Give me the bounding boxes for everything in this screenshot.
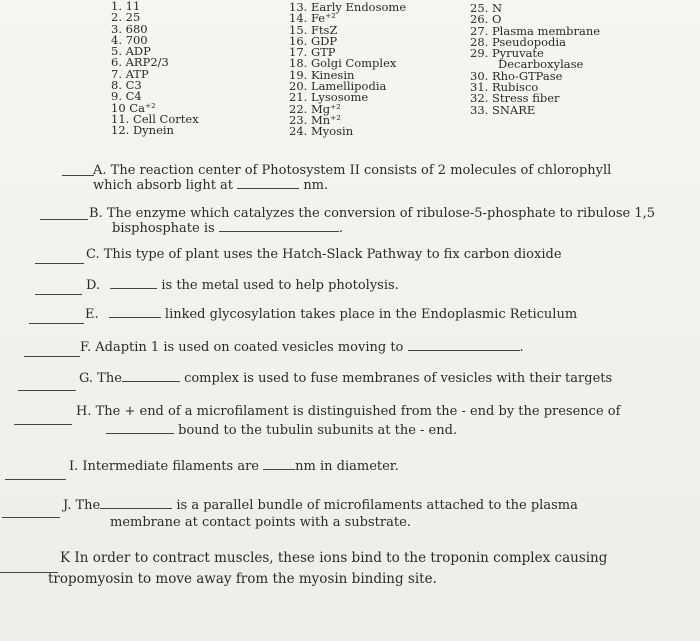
answer-line-d[interactable]: [35, 293, 82, 295]
word-bank-item: 10 Ca⁺²: [111, 100, 156, 115]
blank-d[interactable]: [110, 287, 157, 289]
answer-line-b[interactable]: [40, 218, 88, 220]
word-bank-item: 25. N: [470, 1, 503, 15]
answer-line-f[interactable]: [24, 355, 80, 357]
word-bank-column-1: [111, 1, 199, 137]
word-bank-item: 7. ATP: [111, 66, 149, 81]
word-bank-item: 5. ADP: [111, 44, 151, 59]
answer-line-e[interactable]: [29, 322, 84, 324]
word-bank-item: 30. Rho-GTPase: [470, 68, 563, 83]
question-g: G. The complex is used to fuse membranes of vesicles with their targets: [79, 371, 613, 386]
question-k-line-2: tropomyosin to move away from the myosin binding site.: [48, 571, 437, 587]
word-bank-item: 22. Mg⁺²: [289, 101, 341, 116]
answer-line-g[interactable]: [18, 389, 76, 391]
question-b-line-2: bisphosphate is .: [112, 221, 343, 236]
blank-b[interactable]: [219, 230, 339, 232]
question-b-line-1: B. The enzyme which catalyzes the conversion of ribulose-5-phosphate to ribulose 1,5: [89, 206, 656, 221]
blank-j[interactable]: [100, 507, 172, 509]
word-bank-item: 20. Lamellipodia: [289, 79, 387, 94]
word-bank-item: 8. C3: [111, 78, 142, 93]
word-bank-item: 18. Golgi Complex: [289, 56, 397, 71]
question-j-line-2: membrane at contact points with a substrate.: [110, 515, 411, 530]
question-e: E. linked glycosylation takes place in the Endoplasmic Reticulum: [85, 307, 578, 322]
word-bank-item: 29. Pyruvate: [470, 46, 544, 61]
question-k-line-1: K In order to contract muscles, these ions bind to the troponin complex causing: [60, 550, 608, 566]
word-bank-item: Decarboxylase: [498, 57, 584, 72]
word-bank-item: 26. O: [470, 12, 502, 27]
word-bank-item: 23. Mn⁺²: [289, 112, 341, 127]
word-bank-item: 9. C4: [111, 89, 142, 104]
word-bank-item: 4. 700: [111, 32, 148, 47]
answer-line-j[interactable]: [2, 516, 60, 518]
answer-line-a[interactable]: [62, 174, 94, 176]
word-bank-item: 19. Kinesin: [289, 67, 355, 82]
question-j-line-1: J. The is a parallel bundle of microfilaments attached to the plasma: [63, 498, 578, 513]
answer-line-h[interactable]: [14, 423, 72, 425]
blank-e[interactable]: [109, 316, 161, 318]
word-bank-item: 13. Early Endosome: [289, 0, 407, 14]
word-bank-item: 17. GTP: [289, 45, 336, 60]
word-bank-item: 33. SNARE: [470, 102, 536, 117]
blank-a[interactable]: [237, 187, 299, 189]
question-f: F. Adaptin 1 is used on coated vesicles moving to .: [80, 340, 524, 355]
word-bank-item: 16. GDP: [289, 33, 338, 48]
word-bank-item: 24. Myosin: [289, 124, 354, 139]
word-bank-item: 3. 680: [111, 21, 148, 36]
word-bank-item: 12. Dynein: [111, 123, 174, 138]
word-bank-item: 14. Fe⁺²: [289, 11, 336, 26]
answer-line-c[interactable]: [35, 262, 84, 264]
word-bank-item: 1. 11: [111, 0, 141, 13]
answer-line-i[interactable]: [5, 478, 66, 480]
word-bank-item: 2. 25: [111, 10, 141, 25]
word-bank-item: 11. Cell Cortex: [111, 111, 199, 126]
word-bank-item: 31. Rubisco: [470, 80, 539, 95]
blank-g[interactable]: [122, 380, 180, 382]
word-bank-item: 6. ARP2/3: [111, 55, 169, 70]
blank-h[interactable]: [106, 432, 174, 434]
word-bank-column-3: [470, 3, 600, 116]
question-a-line-2: which absorb light at nm.: [93, 178, 329, 193]
word-bank-item: 27. Plasma membrane: [470, 23, 601, 38]
word-bank-item: 15. FtsZ: [289, 22, 338, 37]
blank-f[interactable]: [408, 349, 520, 351]
question-d: D. is the metal used to help photolysis.: [86, 278, 399, 293]
word-bank-item: 28. Pseudopodia: [470, 34, 566, 49]
question-h-line-1: H. The + end of a microfilament is distinguished from the - end by the presence of: [76, 404, 621, 419]
question-h-line-2: bound to the tubulin subunits at the - end.: [106, 423, 457, 438]
blank-i[interactable]: [263, 468, 295, 470]
word-bank-column-2: [289, 2, 406, 138]
question-a-line-1: A. The reaction center of Photosystem II consists of 2 molecules of chlorophyll: [93, 163, 612, 178]
question-i: I. Intermediate filaments are nm in diameter.: [69, 459, 399, 474]
word-bank-item: 21. Lysosome: [289, 90, 369, 105]
word-bank-item: 32. Stress fiber: [470, 91, 560, 106]
question-c: C. This type of plant uses the Hatch-Slack Pathway to fix carbon dioxide: [86, 247, 562, 262]
